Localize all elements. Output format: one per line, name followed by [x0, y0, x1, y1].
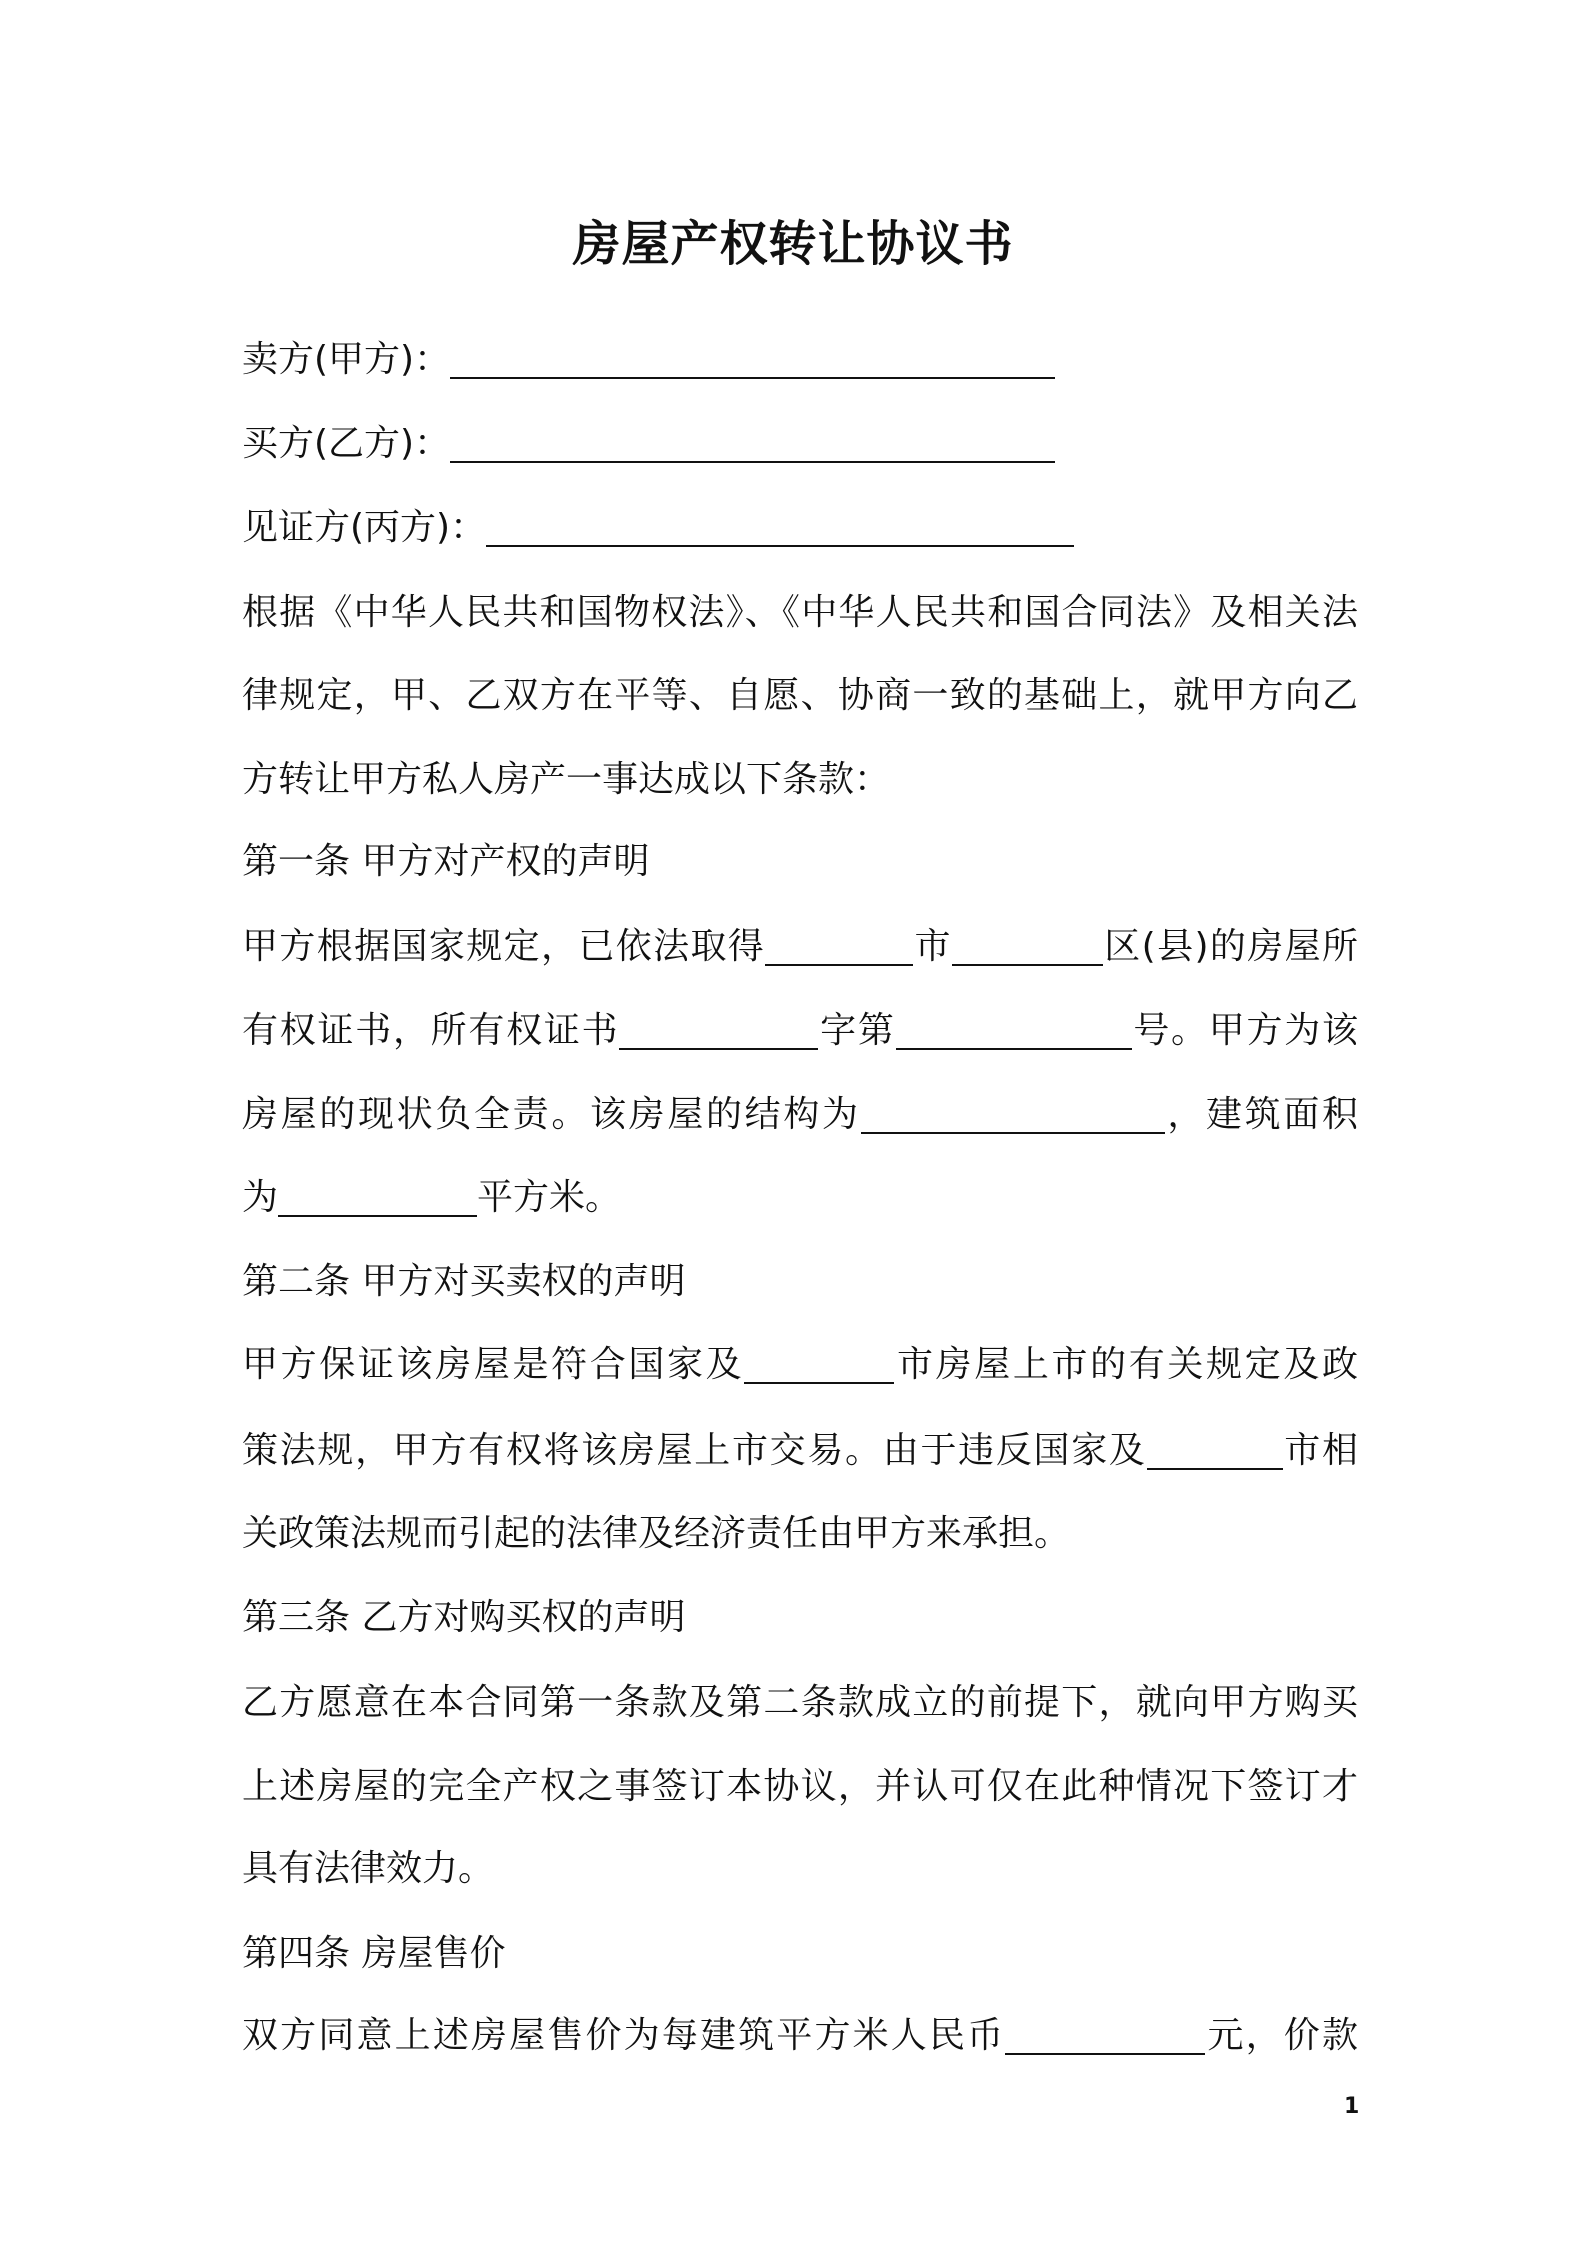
article-3-heading: 第三条 乙方对购买权的声明 — [242, 1597, 686, 1638]
article-1-line — [242, 1003, 1358, 1059]
buyer-line — [242, 416, 1358, 472]
article-2-line: 关政策法规而引起的法律及经济责任由甲方来承担。 — [242, 1513, 1071, 1554]
text: 市相 — [1282, 1430, 1358, 1471]
document-title: 房屋产权转让协议书 — [572, 216, 1014, 272]
text: 房屋的现状负全责。该房屋的结构为 — [242, 1094, 861, 1135]
text: 有权证书，所有权证书 — [242, 1010, 620, 1051]
text: 区(县)的房屋所 — [1102, 926, 1358, 967]
certificate-number-blank — [896, 1008, 1132, 1050]
witness-label: 见证方(丙方)： — [242, 507, 487, 548]
text: 市 — [913, 926, 952, 967]
article-1-heading: 第一条 甲方对产权的声明 — [242, 841, 650, 882]
text: 字第 — [818, 1010, 896, 1051]
article-4-heading: 第四条 房屋售价 — [242, 1933, 506, 1974]
text: 甲方保证该房屋是符合国家及 — [242, 1344, 745, 1385]
text: ，建筑面积 — [1164, 1094, 1358, 1135]
city-blank — [765, 924, 913, 966]
seller-label: 卖方(甲方)： — [242, 339, 451, 380]
article-2-heading: 第二条 甲方对买卖权的声明 — [242, 1261, 686, 1302]
seller-line — [242, 332, 1358, 388]
preamble-line: 律规定，甲、乙双方在平等、自愿、协商一致的基础上，就甲方向乙 — [242, 675, 1358, 716]
article-4-line — [242, 2008, 1358, 2064]
article-3-line: 具有法律效力。 — [242, 1848, 495, 1889]
text: 平方米。 — [477, 1177, 622, 1218]
article-3-line: 乙方愿意在本合同第一条款及第二条款成立的前提下，就向甲方购买 — [242, 1682, 1358, 1723]
article-3-line: 上述房屋的完全产权之事签订本协议，并认可仅在此种情况下签订才 — [242, 1766, 1358, 1807]
seller-blank — [450, 337, 1055, 379]
article-2-line — [242, 1337, 1358, 1393]
preamble-line: 方转让甲方私人房产一事达成以下条款： — [242, 759, 891, 800]
text: 策法规，甲方有权将该房屋上市交易。由于违反国家及 — [242, 1430, 1147, 1471]
text: 甲方根据国家规定，已依法取得 — [242, 926, 766, 967]
article-1-line — [242, 1170, 1358, 1226]
area-blank — [278, 1175, 477, 1217]
article-1-line — [242, 1087, 1358, 1143]
preamble-line: 根据《中华人民共和国物权法》、《中华人民共和国合同法》及相关法 — [242, 592, 1358, 633]
text: 双方同意上述房屋售价为每建筑平方米人民币 — [242, 2015, 1006, 2056]
city-blank — [744, 1342, 894, 1384]
unit-price-blank — [1005, 2013, 1205, 2055]
text: 为 — [242, 1177, 279, 1218]
text: 市房屋上市的有关规定及政 — [894, 1344, 1358, 1385]
structure-blank — [861, 1092, 1165, 1134]
article-2-line — [242, 1423, 1358, 1479]
buyer-label: 买方(乙方)： — [242, 423, 451, 464]
witness-line — [242, 500, 1358, 556]
article-1-line — [242, 919, 1358, 975]
text: 号。甲方为该 — [1131, 1010, 1358, 1051]
city-blank — [1147, 1428, 1283, 1470]
witness-blank — [486, 505, 1074, 547]
certificate-prefix-blank — [619, 1008, 818, 1050]
buyer-blank — [450, 421, 1055, 463]
page-number: 1 — [1344, 2094, 1360, 2119]
text: 元，价款 — [1205, 2015, 1358, 2056]
district-blank — [952, 924, 1103, 966]
